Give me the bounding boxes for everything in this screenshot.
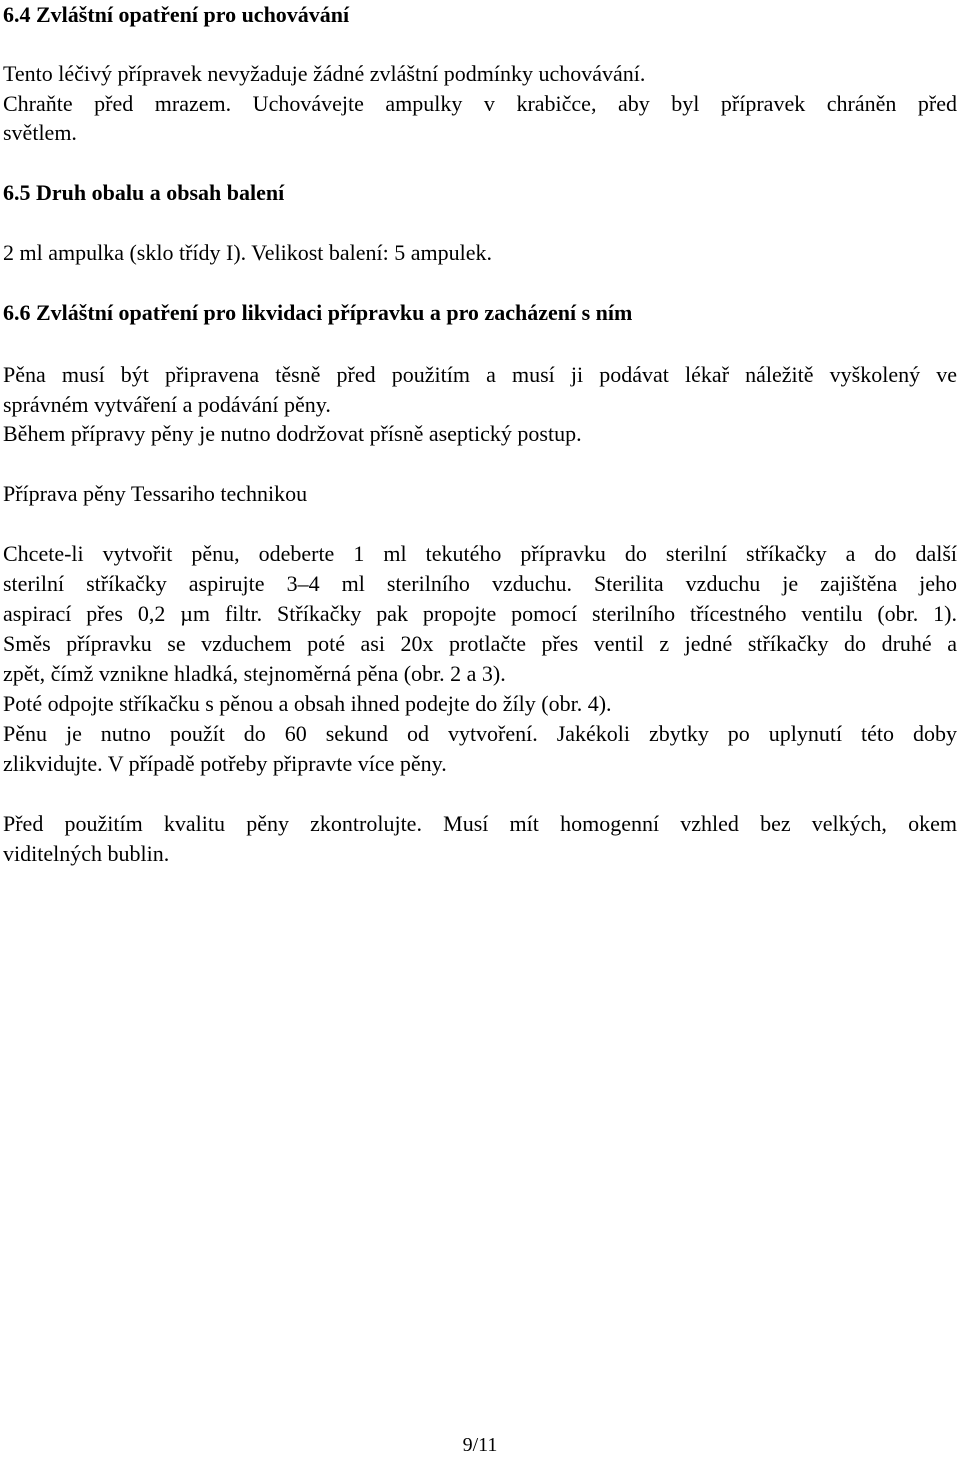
- preparation-paragraph-line: zlikvidujte. V případě potřeby připravte více pěny.: [3, 751, 447, 776]
- storage-paragraph-line: Tento léčivý přípravek nevyžaduje žádné zvláštní podmínky uchovávání.: [3, 61, 646, 86]
- section-heading-6-5: 6.5 Druh obalu a obsah balení: [3, 180, 285, 205]
- preparation-paragraph-line: Pěnu je nutno použít do 60 sekund od vytvoření. Jakékoli zbytky po uplynutí této doby: [3, 721, 957, 746]
- storage-paragraph-line: světlem.: [3, 120, 77, 145]
- handling-paragraph-line: Během přípravy pěny je nutno dodržovat přísně aseptický postup.: [3, 421, 582, 446]
- preparation-paragraph-line: Poté odpojte stříkačku s pěnou a obsah ihned podejte do žíly (obr. 4).: [3, 691, 612, 716]
- handling-paragraph-line: správném vytváření a podávání pěny.: [3, 392, 331, 417]
- section-heading-6-6: 6.6 Zvláštní opatření pro likvidaci přípravku a pro zacházení s ním: [3, 300, 633, 325]
- package-paragraph-line: 2 ml ampulka (sklo třídy I). Velikost balení: 5 ampulek.: [3, 240, 493, 265]
- preparation-paragraph-line: sterilní stříkačky aspirujte 3–4 ml sterilního vzduchu. Sterilita vzduchu je zajištěna jeho: [3, 571, 957, 596]
- preparation-subheading: Příprava pěny Tessariho technikou: [3, 481, 308, 506]
- page-number: 9/11: [462, 1434, 498, 1456]
- handling-paragraph-line: Pěna musí být připravena těsně před použitím a musí ji podávat lékař náležitě vyškolený ve: [3, 362, 957, 387]
- preparation-paragraph-line: zpět, čímž vznikne hladká, stejnoměrná pěna (obr. 2 a 3).: [3, 661, 506, 686]
- storage-paragraph-line: Chraňte před mrazem. Uchovávejte ampulky v krabičce, aby byl přípravek chráněn před: [3, 91, 957, 116]
- preparation-paragraph-line: aspirací přes 0,2 µm filtr. Stříkačky pak propojte pomocí sterilního třícestného ventilu (obr. 1).: [3, 601, 957, 626]
- preparation-paragraph-line: Směs přípravku se vzduchem poté asi 20x protlačte přes ventil z jedné stříkačky do druhé a: [3, 631, 957, 656]
- quality-check-paragraph-line: viditelných bublin.: [3, 841, 170, 866]
- quality-check-paragraph-line: Před použitím kvalitu pěny zkontrolujte. Musí mít homogenní vzhled bez velkých, okem: [3, 811, 957, 836]
- preparation-paragraph-line: Chcete-li vytvořit pěnu, odeberte 1 ml tekutého přípravku do sterilní stříkačky a do další: [3, 541, 957, 566]
- section-heading-6-4: 6.4 Zvláštní opatření pro uchovávání: [3, 2, 350, 27]
